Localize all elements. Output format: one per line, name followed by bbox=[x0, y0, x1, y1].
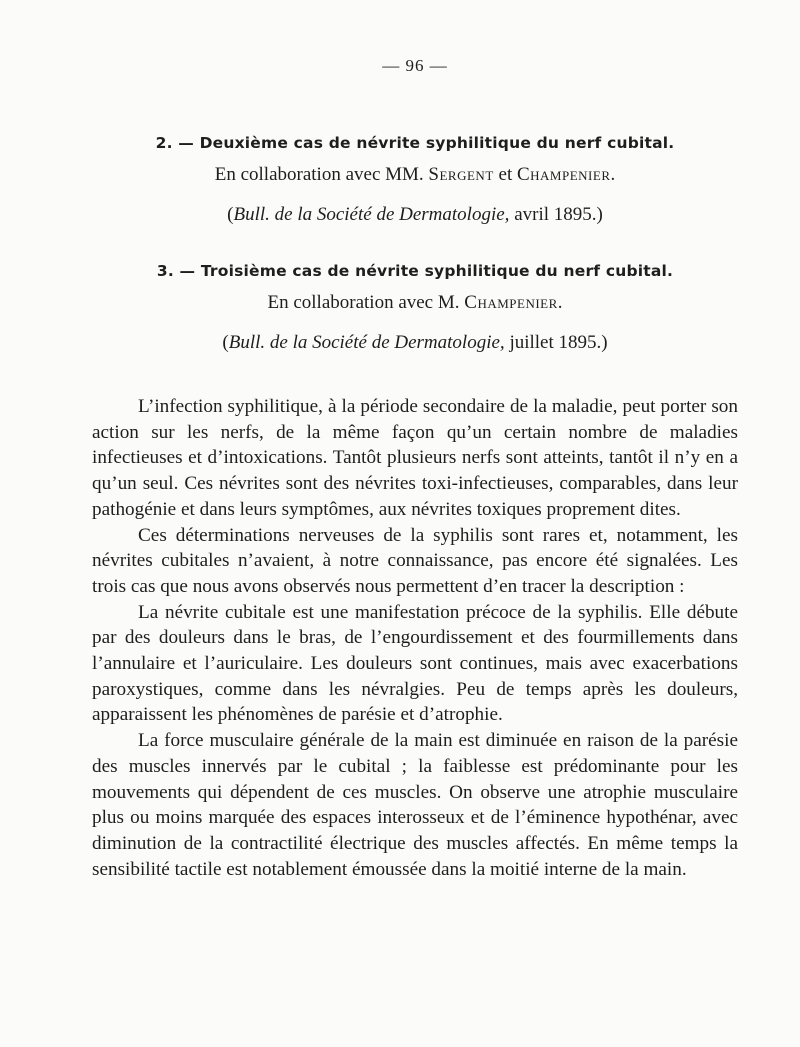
page-number: — 96 — bbox=[382, 56, 448, 75]
collaborator-name: Champenier bbox=[464, 292, 558, 313]
collaborator-name: Sergent bbox=[428, 164, 494, 185]
collaboration-prefix: En collaboration avec MM. bbox=[214, 164, 429, 185]
collaboration-line-2 bbox=[0, 164, 800, 186]
section-heading-2: 2. — Deuxième cas de névrite syphilitique du nerf cubital. bbox=[155, 134, 675, 152]
section-heading-3: 3. — Troisième cas de névrite syphilitique du nerf cubital. bbox=[156, 262, 674, 280]
collaborator-name: Champenier bbox=[516, 164, 611, 185]
reference-journal: Bull. de la Société de Dermatologie, bbox=[228, 332, 505, 353]
paragraph: La névrite cubitale est une manifestation précoce de la syphilis. Elle débute par des douleurs dans le bras, de l’engourdissement et des fourmillements dans l’annulaire et l’auriculaire. Les douleurs sont continues, mais avec exacerbations paroxystiques, comme dans les névralgies. Peu de temps après les douleurs, apparaissent les phénomènes de parésie et d’atrophie. bbox=[92, 601, 738, 726]
collaboration-separator: et bbox=[493, 164, 517, 185]
collaboration-prefix: En collaboration avec M. bbox=[267, 292, 465, 313]
paragraph: La force musculaire générale de la main est diminuée en raison de la parésie des muscles innervés par le cubital ; la faiblesse est prédominante pour les mouvements qui dépendent de ces muscles. On observe une atrophie musculaire plus ou moins marquée des espaces interosseux et de l’éminence hypothénar, avec diminution de la contractilité électrique des muscles affectés. En même temps la sensibilité tactile est notablement émoussée dans la moitié interne de la main. bbox=[92, 730, 738, 880]
reference-open: ( bbox=[222, 332, 229, 353]
paragraph: Ces déterminations nerveuses de la syphilis sont rares et, notamment, les névrites cubitales n’avaient, à notre connaissance, pas encore été signalées. Les trois cas que nous avons observés nous permettent d’en tracer la description : bbox=[92, 524, 738, 597]
collaboration-suffix: . bbox=[557, 292, 563, 313]
reference-journal: Bull. de la Société de Dermatologie, bbox=[233, 204, 510, 225]
paragraph: L’infection syphilitique, à la période secondaire de la maladie, peut porter son action sur les nerfs, de la même façon qu’un certain nombre de maladies infectieuses et d’intoxications. Tantôt plusieurs nerfs sont atteints, tantôt il n’y en a qu’un seul. Ces névrites sont des névrites toxi-infectieuses, comparables, dans leur pathogénie et dans leurs symptômes, aux névrites toxiques proprement dites. bbox=[92, 396, 738, 520]
reference-date: juillet 1895.) bbox=[504, 332, 608, 353]
reference-open: ( bbox=[227, 204, 234, 225]
reference-line-3 bbox=[0, 332, 800, 354]
reference-date: avril 1895.) bbox=[509, 204, 603, 225]
reference-line-2 bbox=[0, 204, 800, 226]
collaboration-suffix: . bbox=[610, 164, 616, 185]
collaboration-line-3 bbox=[0, 292, 800, 314]
body-text bbox=[92, 394, 738, 882]
